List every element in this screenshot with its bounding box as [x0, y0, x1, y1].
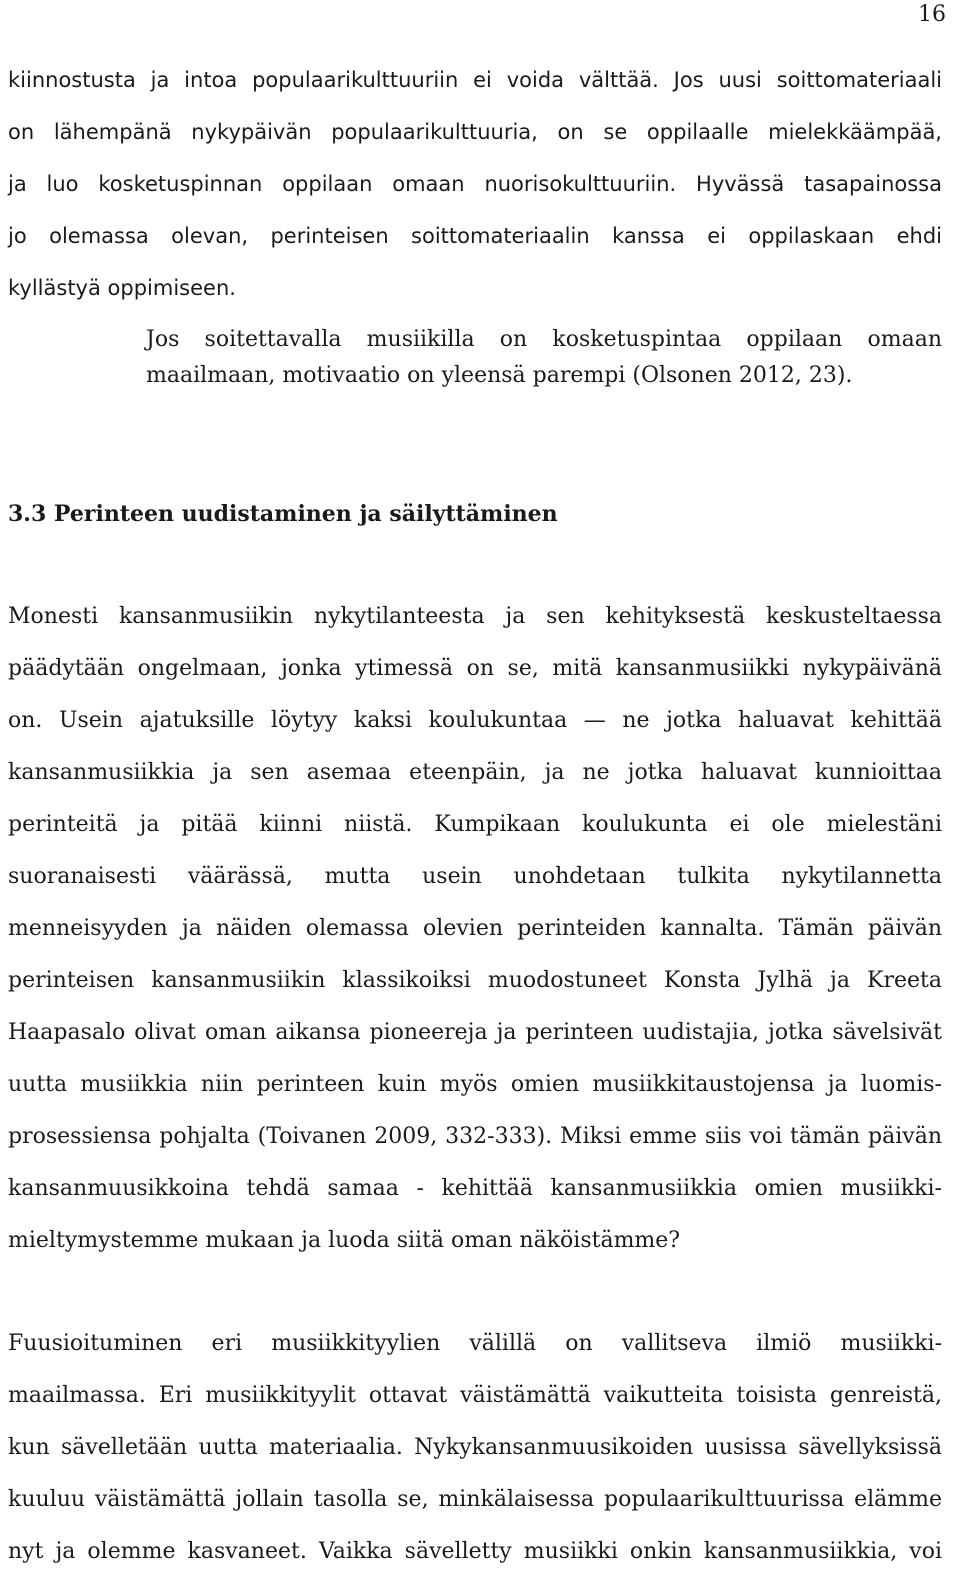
paragraph-line: kiinnostusta ja intoa populaarikulttuuriin ei voida välttää. Jos uusi soittomateriaali [8, 68, 942, 92]
paragraph-line: on. Usein ajatuksille löytyy kaksi koulukuntaa — ne jotka haluavat kehittää [8, 708, 942, 733]
paragraph-line: perinteisen kansanmusiikin klassikoiksi muodostuneet Konsta Jylhä ja Kreeta [8, 968, 942, 993]
paragraph-line: Fuusioituminen eri musiikkityylien välillä on vallitseva ilmiö musiikki- [8, 1331, 942, 1356]
paragraph-line: kansanmusiikkia ja sen asemaa eteenpäin, ja ne jotka haluavat kunnioittaa [8, 760, 942, 785]
paragraph-line: kansanmuusikkoina tehdä samaa - kehittää kansanmusiikkia omien musiikki- [8, 1176, 942, 1201]
paragraph-line: menneisyyden ja näiden olemassa olevien perinteiden kannalta. Tämän päivän [8, 916, 942, 941]
page-number: 16 [918, 2, 946, 27]
paragraph-line: kuuluu väistämättä jollain tasolla se, minkälaisessa populaarikulttuurissa elämme [8, 1487, 942, 1512]
paragraph-line: maailmassa. Eri musiikkityylit ottavat väistämättä vaikutteita toisista genreistä, [8, 1383, 942, 1408]
paragraph-line: kyllästyä oppimiseen. [8, 276, 236, 300]
quote-line: Jos soitettavalla musiikilla on kosketuspintaa oppilaan omaan [146, 327, 942, 352]
paragraph-line: Haapasalo olivat oman aikansa pioneereja ja perinteen uudistajia, jotka sävelsivät [8, 1020, 942, 1045]
paragraph-line: Monesti kansanmusiikin nykytilanteesta ja sen kehityksestä keskusteltaessa [8, 604, 942, 629]
paragraph-line: ja luo kosketuspinnan oppilaan omaan nuorisokulttuuriin. Hyvässä tasapainossa [8, 172, 942, 196]
paragraph-line: on lähempänä nykypäivän populaarikulttuuria, on se oppilaalle mielekkäämpää, [8, 120, 942, 144]
paragraph-line: suoranaisesti väärässä, mutta usein unohdetaan tulkita nykytilannetta [8, 864, 942, 889]
paragraph-line: prosessiensa pohjalta (Toivanen 2009, 332-333). Miksi emme siis voi tämän päivän [8, 1124, 942, 1149]
paragraph-line: uutta musiikkia niin perinteen kuin myös omien musiikkitaustojensa ja luomis- [8, 1072, 942, 1097]
paragraph-line: mieltymystemme mukaan ja luoda siitä oman näköistämme? [8, 1228, 681, 1253]
section-heading: 3.3 Perinteen uudistaminen ja säilyttäminen [8, 501, 558, 527]
paragraph-line: päädytään ongelmaan, jonka ytimessä on se, mitä kansanmusiikki nykypäivänä [8, 656, 942, 681]
quote-line: maailmaan, motivaatio on yleensä parempi (Olsonen 2012, 23). [146, 363, 853, 388]
paragraph-line: nyt ja olemme kasvaneet. Vaikka sävelletty musiikki onkin kansanmusiikkia, voi [8, 1539, 942, 1564]
paragraph-line: kun sävelletään uutta materiaalia. Nykykansanmuusikoiden uusissa sävellyksissä [8, 1435, 942, 1460]
paragraph-line: jo olemassa olevan, perinteisen soittomateriaalin kanssa ei oppilaskaan ehdi [8, 224, 942, 248]
paragraph-line: perinteitä ja pitää kiinni niistä. Kumpikaan koulukunta ei ole mielestäni [8, 812, 942, 837]
